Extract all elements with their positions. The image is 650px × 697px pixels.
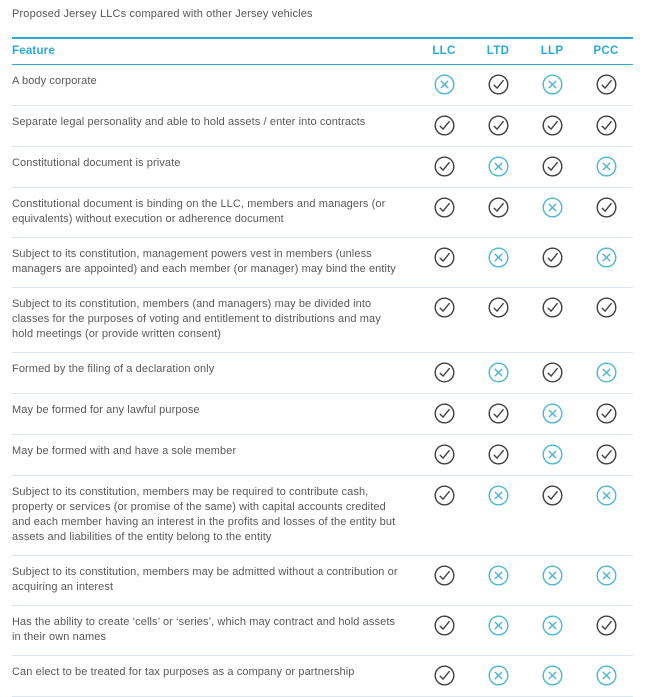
check-circle-icon (417, 444, 471, 465)
cross-circle-icon (417, 74, 471, 95)
comparison-table-body (12, 65, 633, 697)
column-header-ltd: LTD (486, 45, 510, 57)
check-circle-icon (525, 485, 579, 506)
cross-circle-icon (471, 665, 525, 686)
check-circle-icon (525, 115, 579, 136)
check-circle-icon (525, 362, 579, 383)
check-circle-icon (471, 74, 525, 95)
table-row (12, 394, 633, 435)
check-circle-icon (417, 297, 471, 318)
feature-text: Formed by the filing of a declaration only (12, 363, 215, 375)
cross-circle-icon (471, 156, 525, 177)
column-header-llc: LLC (432, 45, 456, 57)
cross-circle-icon (471, 565, 525, 586)
cross-circle-icon (525, 197, 579, 218)
feature-text: Subject to its constitution, members (and managers) may be divided into classes for the purposes of voting and entitlement to distributions and may hold meetings (or provide written consent) (12, 298, 381, 340)
check-circle-icon (525, 297, 579, 318)
check-circle-icon (471, 297, 525, 318)
check-circle-icon (579, 197, 633, 218)
check-circle-icon (579, 297, 633, 318)
check-circle-icon (579, 444, 633, 465)
comparison-table (12, 37, 633, 697)
cross-circle-icon (579, 485, 633, 506)
column-header-feature: Feature (12, 45, 55, 57)
feature-text: Constitutional document is private (12, 157, 181, 169)
table-row (12, 188, 633, 238)
table-row (12, 476, 633, 556)
feature-text: A body corporate (12, 75, 97, 87)
check-circle-icon (417, 485, 471, 506)
table-row (12, 656, 633, 697)
table-row (12, 353, 633, 394)
table-row (12, 65, 633, 106)
feature-text: Subject to its constitution, management powers vest in members (unless managers are appointed) and each member (or manager) may bind the entity (12, 248, 396, 275)
table-row (12, 556, 633, 606)
feature-text: Separate legal personality and able to hold assets / enter into contracts (12, 116, 366, 128)
cross-circle-icon (471, 615, 525, 636)
check-circle-icon (417, 115, 471, 136)
check-circle-icon (417, 362, 471, 383)
cross-circle-icon (471, 362, 525, 383)
check-circle-icon (579, 115, 633, 136)
check-circle-icon (417, 247, 471, 268)
cross-circle-icon (525, 665, 579, 686)
column-header-llp: LLP (540, 45, 564, 57)
check-circle-icon (417, 156, 471, 177)
check-circle-icon (471, 444, 525, 465)
check-circle-icon (579, 74, 633, 95)
table-row (12, 238, 633, 288)
check-circle-icon (471, 197, 525, 218)
table-row (12, 147, 633, 188)
feature-text: May be formed for any lawful purpose (12, 404, 200, 416)
feature-text: Constitutional document is binding on the LLC, members and managers (or equivalents) without execution or adherence document (12, 198, 386, 225)
check-circle-icon (417, 403, 471, 424)
check-circle-icon (417, 615, 471, 636)
cross-circle-icon (471, 247, 525, 268)
check-circle-icon (417, 197, 471, 218)
feature-text: Subject to its constitution, members may be admitted without a contribution or acquiring an interest (12, 566, 398, 593)
check-circle-icon (525, 247, 579, 268)
cross-circle-icon (525, 74, 579, 95)
check-circle-icon (579, 615, 633, 636)
cross-circle-icon (525, 403, 579, 424)
cross-circle-icon (579, 362, 633, 383)
page-title: Proposed Jersey LLCs compared with other Jersey vehicles (12, 8, 313, 20)
feature-text: Subject to its constitution, members may be required to contribute cash, property or services (or promise of the same) with capital accounts credited and each member having an interest in the profits and losses of the entity but assets and liabilities of the entity belong to the entity (12, 486, 396, 543)
feature-text: Can elect to be treated for tax purposes as a company or partnership (12, 666, 355, 678)
feature-text: May be formed with and have a sole member (12, 445, 237, 457)
column-header-pcc: PCC (593, 45, 619, 57)
cross-circle-icon (579, 156, 633, 177)
check-circle-icon (471, 403, 525, 424)
table-header-row (12, 37, 633, 65)
feature-text: Has the ability to create ‘cells’ or ‘series’, which may contract and hold assets in their own names (12, 616, 396, 643)
cross-circle-icon (471, 485, 525, 506)
table-row (12, 106, 633, 147)
cross-circle-icon (525, 615, 579, 636)
cross-circle-icon (579, 247, 633, 268)
cross-circle-icon (525, 565, 579, 586)
table-row (12, 606, 633, 656)
check-circle-icon (579, 403, 633, 424)
check-circle-icon (417, 565, 471, 586)
cross-circle-icon (579, 565, 633, 586)
check-circle-icon (525, 156, 579, 177)
check-circle-icon (417, 665, 471, 686)
table-row (12, 288, 633, 353)
cross-circle-icon (525, 444, 579, 465)
cross-circle-icon (579, 665, 633, 686)
table-row (12, 435, 633, 476)
check-circle-icon (471, 115, 525, 136)
